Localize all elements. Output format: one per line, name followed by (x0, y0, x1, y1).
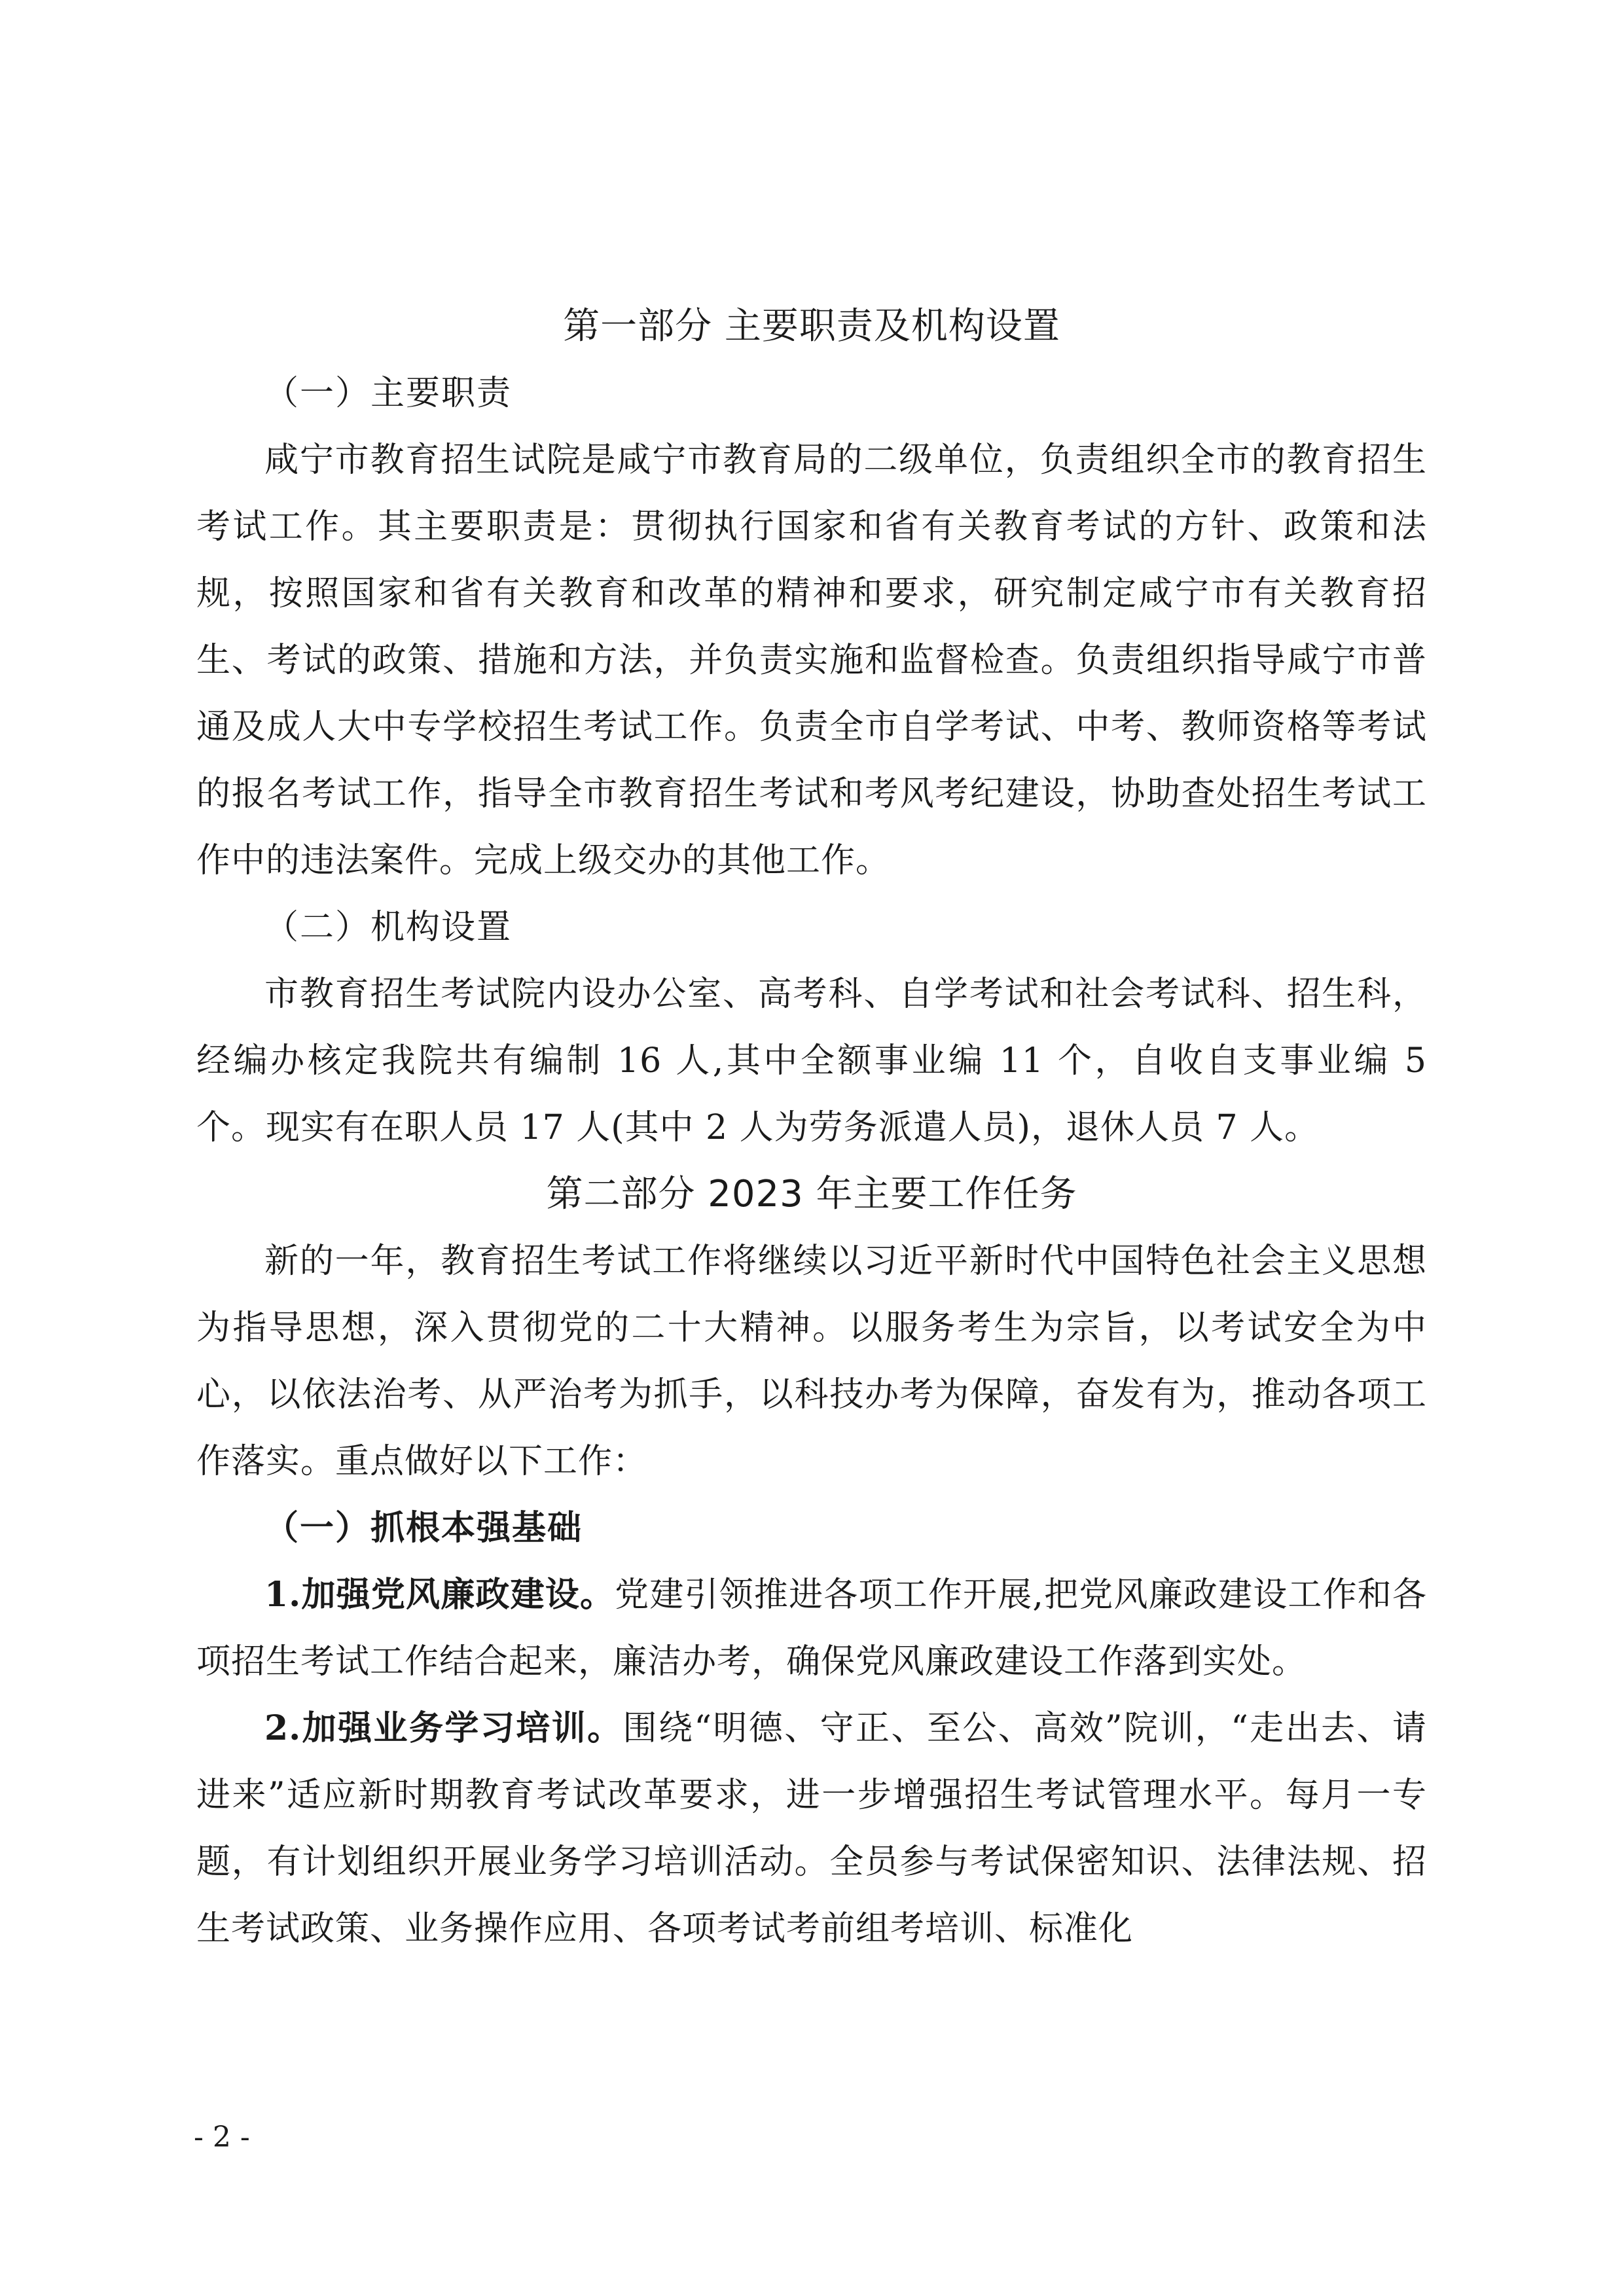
section1-heading: （一）抓根本强基础 (264, 1508, 583, 1548)
item2-paragraph (196, 1695, 1427, 1962)
org-heading: （二）机构设置 (264, 908, 513, 947)
intro-paragraph: 新的一年，教育招生考试工作将继续以习近平新时代中国特色社会主义思想为指导思想，深入贯彻党的二十大精神。以服务考生为宗旨，以考试安全为中心，以依法治考、从严治考为抓手，以科技办考为保障，奋发有为，推动各项工作落实。重点做好以下工作： (196, 1242, 1427, 1481)
duties-paragraph: 咸宁市教育招生试院是咸宁市教育局的二级单位，负责组织全市的教育招生考试工作。其主要职责是：贯彻执行国家和省有关教育考试的方针、政策和法规，按照国家和省有关教育和改革的精神和要求，研究制定咸宁市有关教育招生、考试的政策、措施和方法，并负责实施和监督检查。负责组织指导咸宁市普通及成人大中专学校招生考试工作。负责全市自学考试、中考、教师资格等考试的报名考试工作，指导全市教育招生考试和考风考纪建设，协助查处招生考试工作中的违法案件。完成上级交办的其他工作。 (196, 440, 1427, 880)
item1-paragraph (196, 1562, 1427, 1695)
page-number: - 2 - (194, 2121, 250, 2154)
org-paragraph: 市教育招生考试院内设办公室、高考科、自学考试和社会考试科、招生科，经编办核定我院共有编制 16 人,其中全额事业编 11 个，自收自支事业编 5 个。现实有在职人员 17 人(其中 2 人为劳务派遣人员)，退休人员 7 人。 (196, 975, 1427, 1147)
item1-lead: 1.加强党风廉政建设。 (264, 1575, 615, 1615)
item2-lead: 2.加强业务学习培训。 (264, 1708, 623, 1748)
part2-title: 第二部分 2023 年主要工作任务 (546, 1173, 1077, 1215)
item1-text: 党建引领推进各项工作开展,把党风廉政建设工作和各项招生考试工作结合起来，廉洁办考，确保党风廉政建设工作落到实处。 (196, 1575, 1427, 1681)
part1-title: 第一部分 主要职责及机构设置 (563, 305, 1060, 348)
duties-heading: （一）主要职责 (264, 374, 513, 413)
item2-text: 围绕“明德、守正、至公、高效”院训，“走出去、请进来”适应新时期教育考试改革要求，进一步增强招生考试管理水平。每月一专题，有计划组织开展业务学习培训活动。全员参与考试保密知识、法律法规、招生考试政策、业务操作应用、各项考试考前组考培训、标准化 (196, 1709, 1427, 1948)
